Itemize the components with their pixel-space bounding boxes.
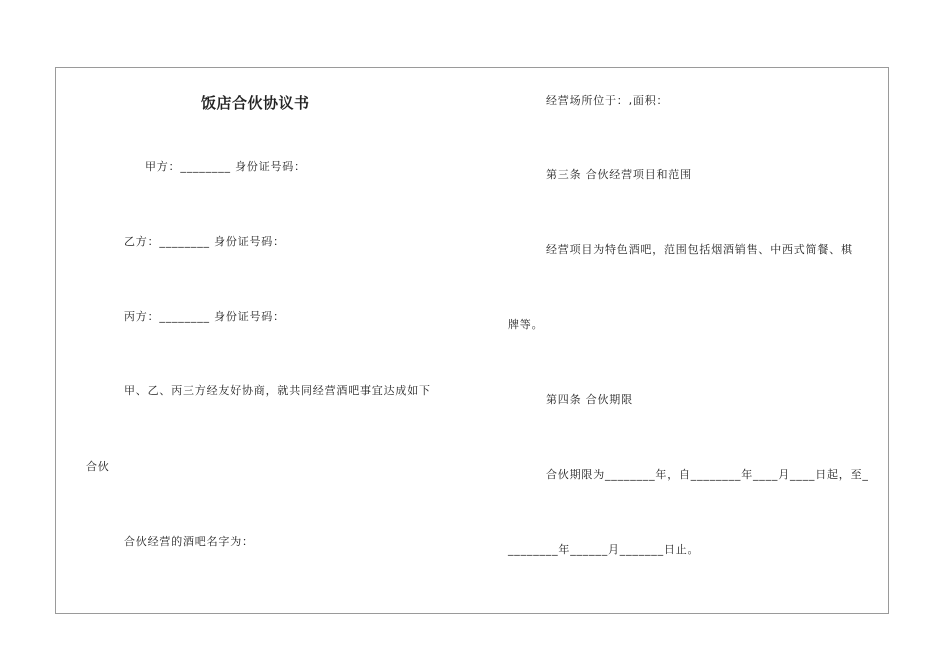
- article3-heading: 第三条 合伙经营项目和范围: [546, 168, 692, 181]
- document-title: 饭店合伙协议书: [201, 94, 310, 112]
- agreement-paragraph-line2: 合伙: [86, 460, 110, 473]
- term-paragraph-line1: 合伙期限为________年，自________年____月____日起，至_: [546, 468, 869, 481]
- agreement-paragraph-line1: 甲、乙、丙三方经友好协商，就共同经营酒吧事宜达成如下: [124, 384, 431, 397]
- scope-paragraph-line2: 牌等。: [508, 318, 544, 331]
- article4-heading: 第四条 合伙期限: [546, 393, 633, 406]
- party-a-line: 甲方：________ 身份证号码：: [145, 160, 306, 173]
- party-b-line: 乙方：________ 身份证号码：: [124, 235, 285, 248]
- bar-name-line: 合伙经营的酒吧名字为：: [124, 535, 254, 548]
- location-line: 经营场所位于：,面积：: [546, 94, 669, 107]
- document-page: [55, 67, 889, 614]
- term-paragraph-line2: ________年______月_______日止。: [508, 543, 700, 556]
- party-c-line: 丙方：________ 身份证号码：: [124, 310, 285, 323]
- scope-paragraph-line1: 经营项目为特色酒吧，范围包括烟酒销售、中西式简餐、棋: [546, 243, 853, 256]
